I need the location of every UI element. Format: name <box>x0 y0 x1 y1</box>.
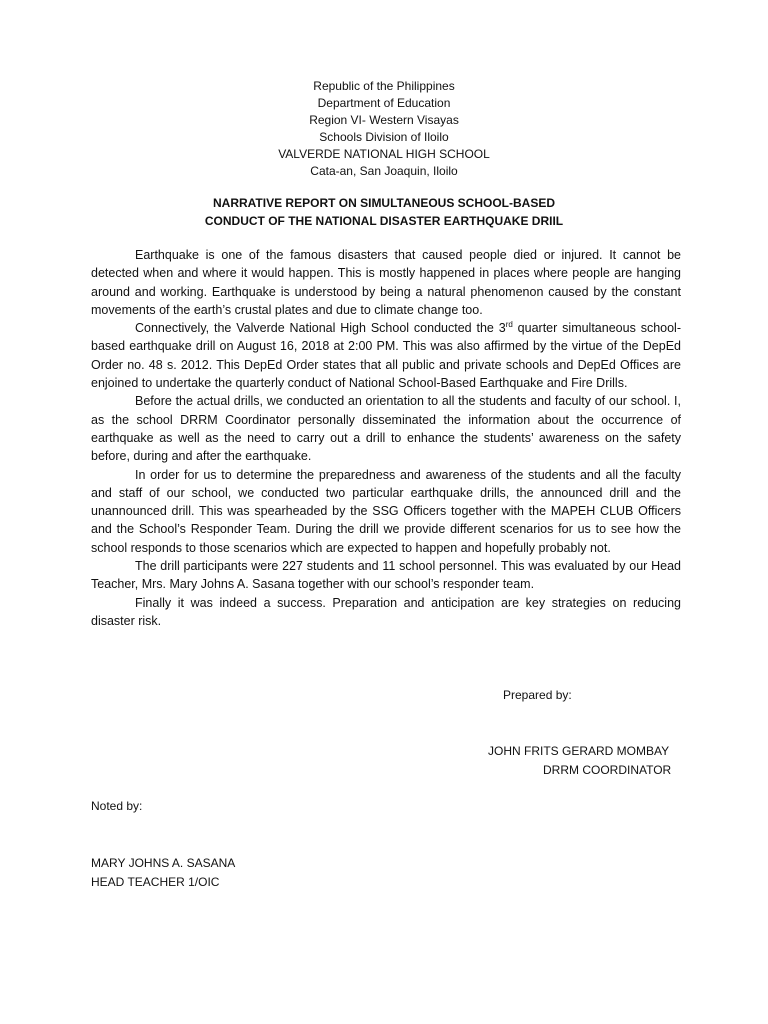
paragraph-3: Before the actual drills, we conducted an orientation to all the students and faculty of our school. I, as the school DRRM Coordinator personally disseminated the information about the occurrence of earthquake as well as the need to carry out a drill to enhance the students’ awareness on the safety before, during and after the earthquake. <box>91 394 681 464</box>
paragraph-5: The drill participants were 227 students and 11 school personnel. This was evaluated by our Head Teacher, Mrs. Mary Johns A. Sasana together with our school’s responder team. <box>91 559 681 592</box>
header-address: Cata-an, San Joaquin, Iloilo <box>310 164 458 178</box>
letterhead <box>0 78 768 180</box>
prepared-by-label: Prepared by: <box>503 688 572 702</box>
noter-name: MARY JOHNS A. SASANA <box>91 856 236 870</box>
paragraph-2-rest: quarter simultaneous school-based earthquake drill on August 16, 2018 at 2:00 PM. This was also affirmed by the virtue of the DepEd Order no. 48 s. 2012. This DepEd Order states that all public and private schools and DepEd Offices are enjoined to undertake the quarterly conduct of National School-Based Earthquake and Fire Drills. <box>91 321 681 391</box>
preparer-signature-block <box>488 742 671 780</box>
title-line-2: CONDUCT OF THE NATIONAL DISASTER EARTHQUAKE DRIIL <box>204 213 564 228</box>
paragraph-2 <box>91 319 681 392</box>
preparer-name: JOHN FRITS GERARD MOMBAY <box>488 744 670 758</box>
report-title <box>0 195 768 230</box>
paragraph-6: Finally it was indeed a success. Preparation and anticipation are key strategies on reducing disaster risk. <box>91 595 681 628</box>
noter-signature-block <box>91 854 235 892</box>
paragraph-4: In order for us to determine the preparedness and awareness of the students and all the faculty and staff of our school, we conducted two particular earthquake drills, the announced drill and the unannounced drill. This was spearheaded by the SSG Officers together with the MAPEH CLUB Officers and the School’s Responder Team. During the drill we provide different scenarios for us to see how the school responds to those scenarios which are expected to happen and hopefully probably not. <box>91 467 681 555</box>
header-school-name: VALVERDE NATIONAL HIGH SCHOOL <box>278 147 490 161</box>
title-line-1: NARRATIVE REPORT ON SIMULTANEOUS SCHOOL-BASED <box>212 196 555 210</box>
paragraph-1: Earthquake is one of the famous disasters that caused people died or injured. It cannot be detected when and where it would happen. This is mostly happened in places where people are hanging around and working. Earthquake is understood by being a natural phenomenon caused by the constant movements of the earth’s crustal plates and due to climate change too. <box>91 248 681 317</box>
header-department: Department of Education <box>317 96 451 110</box>
header-republic: Republic of the Philippines <box>313 79 455 93</box>
paragraph-2-start: Connectively, the Valverde National High School conducted the 3 <box>135 321 506 336</box>
header-region: Region VI- Western Visayas <box>309 113 459 127</box>
preparer-position: DRRM COORDINATOR <box>543 763 672 777</box>
ordinal-suffix: rd <box>505 320 513 330</box>
report-body <box>91 246 681 630</box>
noter-position: HEAD TEACHER 1/OIC <box>91 875 220 889</box>
noted-by-label: Noted by: <box>91 799 143 813</box>
header-division: Schools Division of Iloilo <box>319 130 449 144</box>
